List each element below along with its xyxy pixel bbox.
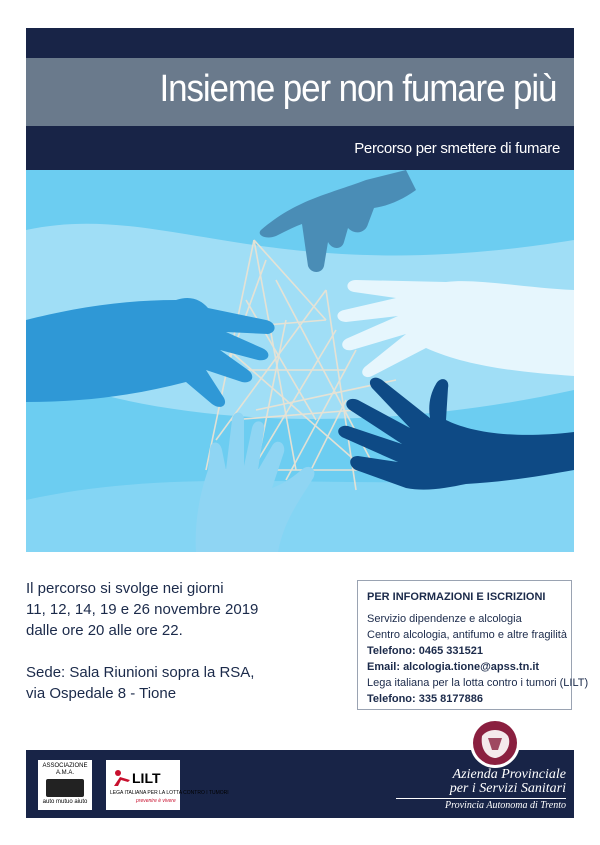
contact-org-1: Servizio dipendenze e alcologia	[367, 613, 522, 625]
details-line-1: Il percorso si svolge nei giorni	[26, 580, 224, 597]
lilt-figure-icon	[112, 768, 132, 788]
apss-line-3: Provincia Autonoma di Trento	[396, 798, 566, 812]
contact-phone-1[interactable]: Telefono: 0465 331521	[367, 645, 483, 657]
contact-org-2: Lega italiana per la lotta contro i tumori (LILT)	[367, 677, 589, 689]
contact-org-1-sub: Centro alcologia, antifumo e altre fragilità	[367, 629, 567, 641]
page-title: Insieme per non fumare più	[159, 68, 556, 110]
subtitle-band	[26, 126, 574, 170]
contact-box	[357, 580, 589, 710]
contact-phone-2[interactable]: Telefono: 335 8177886	[367, 693, 483, 705]
apss-line-1: Azienda Provinciale	[452, 767, 566, 782]
apss-emblem-icon	[468, 716, 522, 770]
hands-illustration	[26, 170, 574, 552]
apss-logo-text	[396, 768, 566, 812]
details-address: via Ospedale 8 - Tione	[26, 685, 177, 702]
event-details	[26, 578, 336, 704]
lilt-logo	[106, 760, 229, 810]
ama-logo	[38, 760, 92, 810]
page-subtitle: Percorso per smettere di fumare	[354, 140, 560, 157]
ama-logo-line-2: A.M.A.	[55, 770, 74, 776]
details-dates: 11, 12, 14, 19 e 26 novembre 2019	[26, 601, 259, 618]
details-time: dalle ore 20 alle ore 22.	[26, 622, 183, 639]
top-band	[26, 28, 574, 58]
ama-logo-line-3: auto mutuo aiuto	[42, 799, 88, 805]
contact-email[interactable]: Email: alcologia.tione@apss.tn.it	[367, 661, 540, 673]
apss-line-2: per i Servizi Sanitari	[449, 781, 566, 796]
lilt-tagline: LEGA ITALIANA PER LA LOTTA CONTRO I TUMORI	[110, 790, 229, 796]
lilt-slogan: prevenire è vivere	[136, 798, 176, 804]
title-band	[26, 58, 574, 126]
ama-logo-line-1: ASSOCIAZIONE	[42, 763, 88, 769]
hero-illustration	[26, 170, 574, 552]
details-venue: Sede: Sala Riunioni sopra la RSA,	[26, 664, 255, 681]
contact-heading: PER INFORMAZIONI E ISCRIZIONI	[367, 591, 546, 603]
lilt-name: LILT	[132, 770, 161, 786]
ama-mark-icon	[46, 779, 84, 797]
